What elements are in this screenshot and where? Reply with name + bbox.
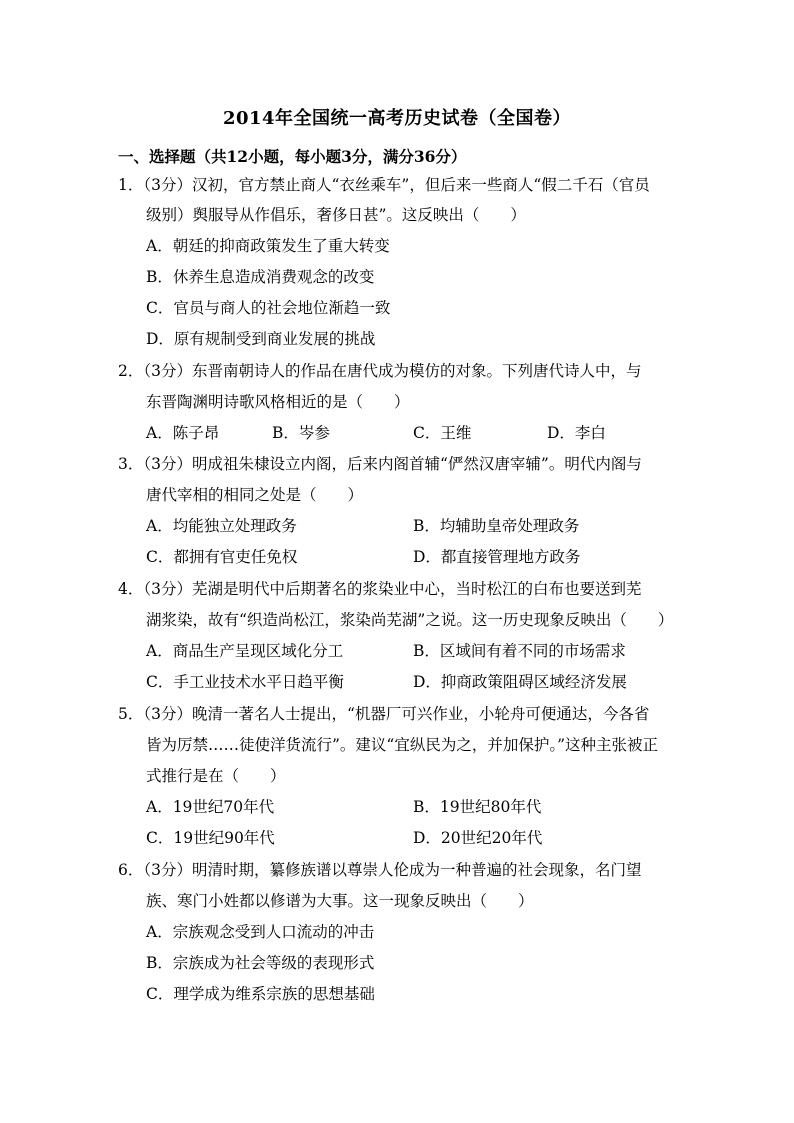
q2-option-b: B．岑参	[272, 424, 330, 442]
q2-option-c: C．王维	[413, 424, 472, 442]
q4-option-d: D．抑商政策阻碍区域经济发展	[413, 673, 627, 691]
q6-option-b: B．宗族成为社会等级的表现形式	[146, 954, 375, 972]
q5-stem-line2: 皆为厉禁……徒使洋货流行”。建议“宜纵民为之，并加保护。”这种主张被正	[146, 736, 659, 754]
q2-stem-line2: 东晋陶渊明诗歌风格相近的是（ ）	[146, 393, 410, 411]
q5-option-c: C．19世纪90年代	[146, 829, 275, 847]
q4-stem-line2: 湖浆染，故有“织造尚松江，浆染尚芜湖”之说。这一历史现象反映出（ ）	[146, 611, 674, 629]
q1-stem-line1: 1．（3分）汉初，官方禁止商人“衣丝乘车”，但后来一些商人“假二千石（官员	[118, 176, 650, 194]
page-title: 2014年全国统一高考历史试卷（全国卷）	[222, 108, 572, 129]
q3-option-d: D．都直接管理地方政务	[413, 548, 581, 566]
q4-stem-line1: 4．（3分）芜湖是明代中后期著名的浆染业中心，当时松江的白布也要送到芜	[118, 580, 642, 598]
q1-option-b: B．休养生息造成消费观念的改变	[146, 268, 375, 286]
q2-stem-line1: 2．（3分）东晋南朝诗人的作品在唐代成为模仿的对象。下列唐代诗人中，与	[118, 362, 642, 380]
q3-stem-line2: 唐代宰相的相同之处是（ ）	[146, 486, 364, 504]
q5-stem-line1: 5．（3分）晚清一著名人士提出，“机器厂可兴作业，小轮舟可便通达，今各省	[118, 705, 650, 723]
q3-option-a: A．均能独立处理政务	[146, 517, 297, 535]
section-title: 一、选择题（共12小题，每小题3分，满分36分）	[118, 147, 467, 166]
q5-option-b: B．19世纪80年代	[413, 798, 542, 816]
q3-option-c: C．都拥有官吏任免权	[146, 548, 298, 566]
q5-option-a: A．19世纪70年代	[146, 798, 275, 816]
q5-option-d: D．20世纪20年代	[413, 829, 543, 847]
q2-option-a: A．陈子昂	[146, 424, 220, 442]
q6-option-c: C．理学成为维系宗族的思想基础	[146, 985, 375, 1003]
q6-stem-line1: 6．（3分）明清时期，纂修族谱以尊崇人伦成为一种普遍的社会现象，名门望	[118, 861, 642, 879]
q1-option-a: A．朝廷的抑商政策发生了重大转变	[146, 237, 390, 255]
q2-option-d: D．李白	[547, 424, 606, 442]
q5-stem-line3: 式推行是在（ ）	[146, 767, 286, 785]
q1-option-d: D．原有规制受到商业发展的挑战	[146, 330, 376, 348]
q6-option-a: A．宗族观念受到人口流动的冲击	[146, 923, 375, 941]
q6-stem-line2: 族、寒门小姓都以修谱为大事。这一现象反映出（ ）	[146, 892, 534, 910]
q4-option-b: B．区域间有着不同的市场需求	[413, 642, 626, 660]
q4-option-c: C．手工业技术水平日趋平衡	[146, 673, 344, 691]
q3-option-b: B．均辅助皇帝处理政务	[413, 517, 580, 535]
q4-option-a: A．商品生产呈现区域化分工	[146, 642, 344, 660]
q3-stem-line1: 3．（3分）明成祖朱棣设立内阁，后来内阁首辅“俨然汉唐宰辅”。明代内阁与	[118, 455, 642, 473]
q1-option-c: C．官员与商人的社会地位渐趋一致	[146, 299, 391, 317]
q1-stem-line2: 级别）舆服导从作倡乐，奢侈日甚”。这反映出（ ）	[146, 206, 526, 224]
